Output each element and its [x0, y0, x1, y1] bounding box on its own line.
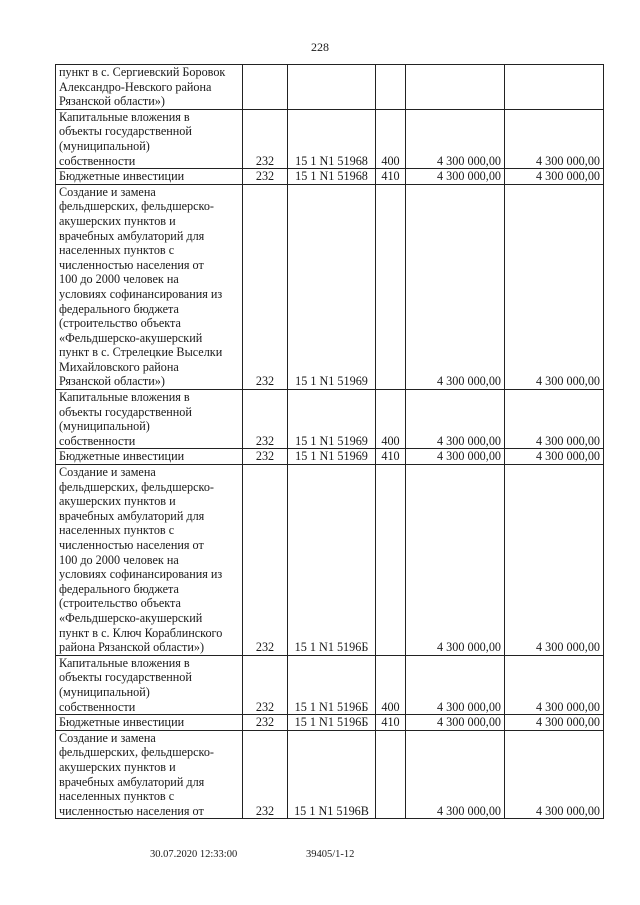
cell-name: пункт в с. Сергиевский Боровок Александро-Невского района Рязанской области») — [56, 65, 243, 110]
cell-amount-1: 4 300 000,00 — [406, 169, 505, 185]
cell-amount-2: 4 300 000,00 — [505, 465, 604, 656]
cell-name: Создание и замена фельдшерских, фельдшерско- акушерских пунктов и врачебных амбулаторий для населенных пунктов с численностью населения от 100 до 2000 человек на условиях софинансирования из федерального бюджета (строительство объекта «Фельдшерско-акушерский пункт в с. Стрелецкие Выселки Михайловского района Рязанской области») — [56, 184, 243, 389]
page-number: 228 — [311, 40, 329, 54]
table-row — [56, 715, 604, 731]
cell-target-code: 15 1 N1 51968 — [288, 109, 376, 168]
cell-target-code — [288, 65, 376, 110]
cell-name: Капитальные вложения в объекты государственной (муниципальной) собственности — [56, 390, 243, 449]
budget-table-body — [56, 65, 604, 819]
footer-doc-id: 39405/1-12 — [306, 849, 355, 860]
cell-amount-1: 4 300 000,00 — [406, 465, 505, 656]
cell-target-code: 15 1 N1 5196Б — [288, 465, 376, 656]
cell-name: Бюджетные инвестиции — [56, 715, 243, 731]
cell-target-code: 15 1 N1 51969 — [288, 390, 376, 449]
cell-ministry-code: 232 — [243, 390, 288, 449]
cell-expense-type — [376, 184, 406, 389]
cell-amount-1: 4 300 000,00 — [406, 184, 505, 389]
cell-amount-1: 4 300 000,00 — [406, 715, 505, 731]
cell-ministry-code: 232 — [243, 465, 288, 656]
cell-target-code: 15 1 N1 51969 — [288, 184, 376, 389]
cell-amount-2: 4 300 000,00 — [505, 449, 604, 465]
cell-amount-1: 4 300 000,00 — [406, 730, 505, 819]
table-row — [56, 449, 604, 465]
cell-amount-1: 4 300 000,00 — [406, 390, 505, 449]
table-row — [56, 655, 604, 714]
cell-ministry-code: 232 — [243, 730, 288, 819]
table-row — [56, 109, 604, 168]
cell-expense-type: 400 — [376, 390, 406, 449]
cell-expense-type — [376, 465, 406, 656]
cell-amount-1 — [406, 65, 505, 110]
cell-amount-2: 4 300 000,00 — [505, 169, 604, 185]
cell-target-code: 15 1 N1 51968 — [288, 169, 376, 185]
cell-target-code: 15 1 N1 51969 — [288, 449, 376, 465]
cell-amount-2: 4 300 000,00 — [505, 715, 604, 731]
cell-expense-type: 400 — [376, 109, 406, 168]
cell-name: Капитальные вложения в объекты государственной (муниципальной) собственности — [56, 109, 243, 168]
cell-ministry-code — [243, 65, 288, 110]
cell-amount-2 — [505, 65, 604, 110]
cell-target-code: 15 1 N1 5196В — [288, 730, 376, 819]
cell-name: Создание и замена фельдшерских, фельдшерско- акушерских пунктов и врачебных амбулаторий для населенных пунктов с численностью населения от — [56, 730, 243, 819]
table-row — [56, 730, 604, 819]
cell-amount-2: 4 300 000,00 — [505, 109, 604, 168]
cell-ministry-code: 232 — [243, 449, 288, 465]
budget-table — [55, 64, 604, 819]
cell-target-code: 15 1 N1 5196Б — [288, 715, 376, 731]
cell-ministry-code: 232 — [243, 109, 288, 168]
table-row — [56, 390, 604, 449]
cell-expense-type: 410 — [376, 449, 406, 465]
table-row — [56, 169, 604, 185]
cell-amount-2: 4 300 000,00 — [505, 184, 604, 389]
cell-ministry-code: 232 — [243, 184, 288, 389]
table-row — [56, 65, 604, 110]
cell-expense-type — [376, 65, 406, 110]
cell-amount-1: 4 300 000,00 — [406, 655, 505, 714]
cell-ministry-code: 232 — [243, 655, 288, 714]
cell-amount-2: 4 300 000,00 — [505, 655, 604, 714]
cell-amount-1: 4 300 000,00 — [406, 449, 505, 465]
cell-expense-type: 400 — [376, 655, 406, 714]
cell-target-code: 15 1 N1 5196Б — [288, 655, 376, 714]
cell-expense-type: 410 — [376, 169, 406, 185]
cell-amount-2: 4 300 000,00 — [505, 390, 604, 449]
cell-name: Создание и замена фельдшерских, фельдшерско- акушерских пунктов и врачебных амбулаторий для населенных пунктов с численностью населения от 100 до 2000 человек на условиях софинансирования из федерального бюджета (строительство объекта «Фельдшерско-акушерский пункт в с. Ключ Кораблинского района Рязанской области») — [56, 465, 243, 656]
cell-expense-type: 410 — [376, 715, 406, 731]
cell-expense-type — [376, 730, 406, 819]
cell-name: Бюджетные инвестиции — [56, 449, 243, 465]
cell-name: Капитальные вложения в объекты государственной (муниципальной) собственности — [56, 655, 243, 714]
cell-ministry-code: 232 — [243, 169, 288, 185]
cell-amount-1: 4 300 000,00 — [406, 109, 505, 168]
cell-ministry-code: 232 — [243, 715, 288, 731]
table-row — [56, 465, 604, 656]
table-row — [56, 184, 604, 389]
cell-amount-2: 4 300 000,00 — [505, 730, 604, 819]
footer-timestamp: 30.07.2020 12:33:00 — [150, 849, 238, 860]
cell-name: Бюджетные инвестиции — [56, 169, 243, 185]
